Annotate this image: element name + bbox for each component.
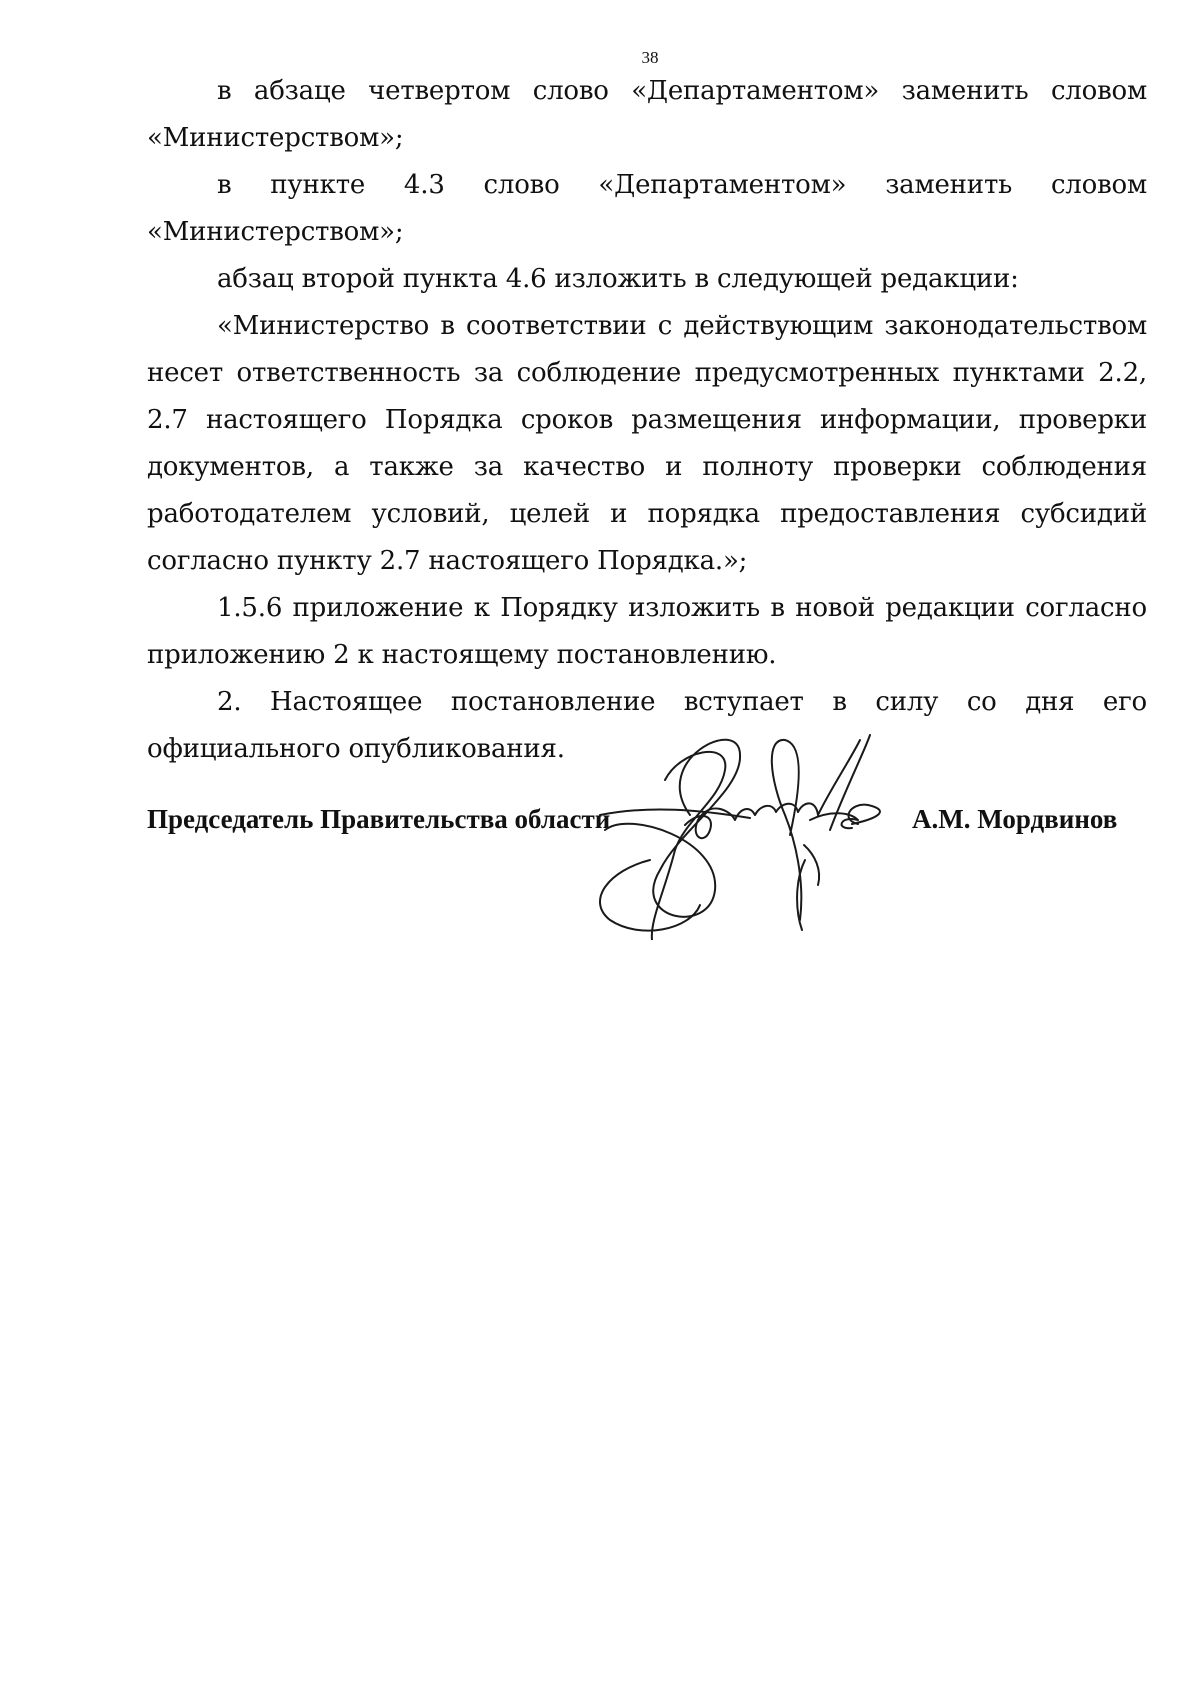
paragraph-4: «Министерство в соответствии с действующим законодательством несет ответственность за соблюдение предусмотренных пунктами 2.2, 2.7 настоящего Порядка сроков размещения информации, проверки документов, а также за качество и полноту проверки соблюдения работодателем условий, целей и порядка предоставления субсидий согласно пункту 2.7 настоящего Порядка.»; — [147, 311, 1147, 576]
paragraph-1: в абзаце четвертом слово «Департаментом» заменить словом «Министерством»; — [147, 76, 1147, 153]
paragraph-5: 1.5.6 приложение к Порядку изложить в новой редакции согласно приложению 2 к настоящему постановлению. — [147, 593, 1147, 670]
page-number: 38 — [641, 48, 659, 67]
signatory-title: Председатель Правительства области — [147, 804, 611, 834]
paragraph-6: 2. Настоящее постановление вступает в силу со дня его официального опубликования. — [147, 687, 1147, 764]
signatory-name: А.М. Мордвинов — [912, 804, 1118, 834]
document-body — [147, 68, 1147, 773]
paragraph-2: в пункте 4.3 слово «Департаментом» заменить словом «Министерством»; — [147, 170, 1147, 247]
paragraph-3: абзац второй пункта 4.6 изложить в следующей редакции: — [217, 264, 1019, 294]
handwritten-signature — [590, 720, 950, 940]
